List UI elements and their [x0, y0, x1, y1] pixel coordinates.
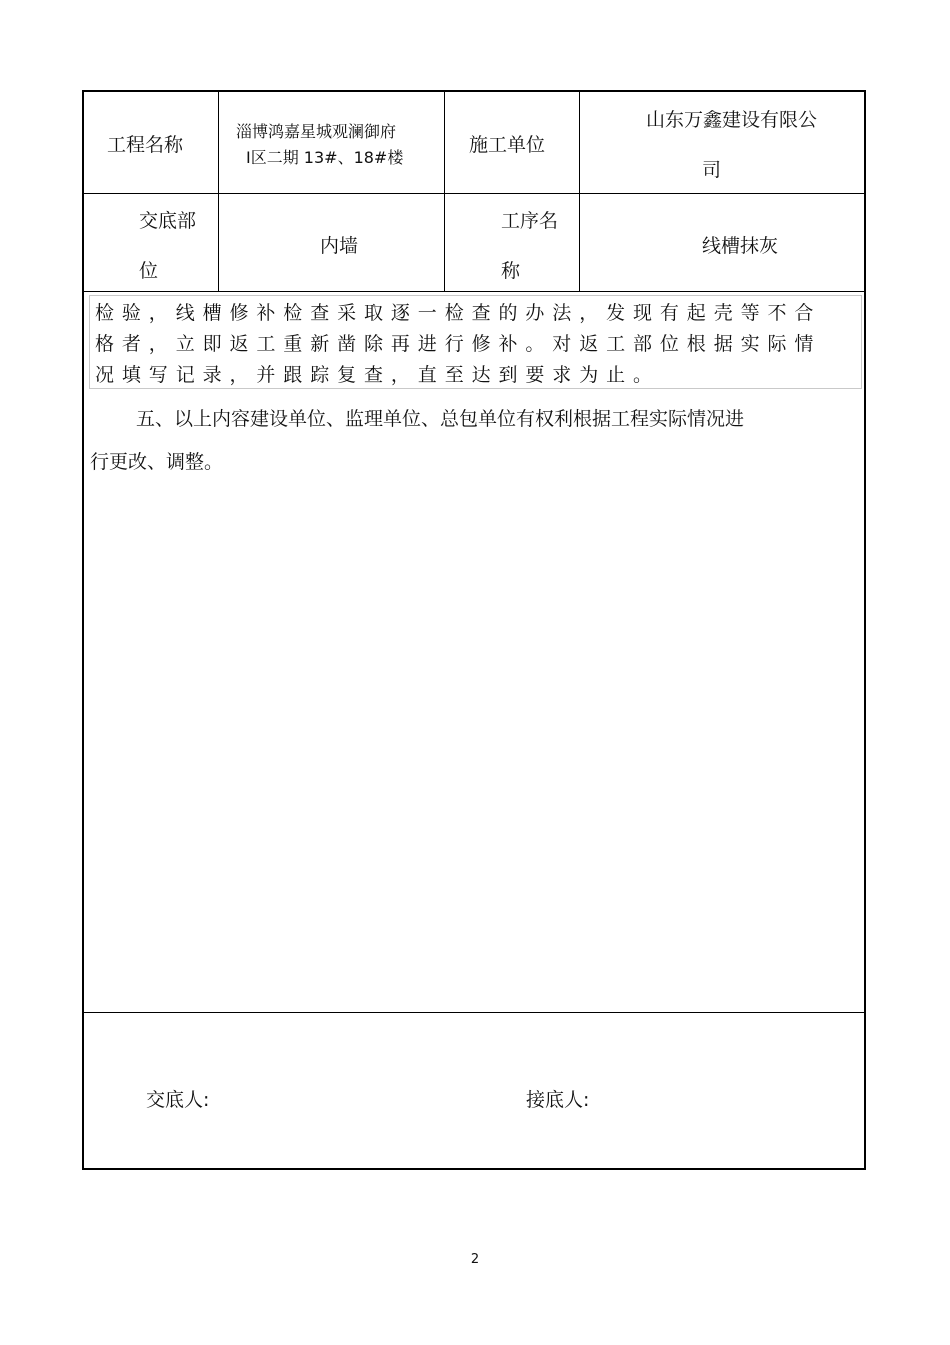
project-name-label-cell — [84, 92, 219, 193]
process-label-line1: 工序名 — [501, 210, 559, 232]
disclosure-form — [82, 90, 866, 1170]
inspection-text-line-3: 况填写记录，并跟踪复查，直至达到要求为止。 — [95, 364, 660, 386]
signature-section — [84, 1012, 864, 1170]
clause-five-line-2: 行更改、调整。 — [90, 451, 224, 473]
location-label-line2: 位 — [139, 260, 159, 282]
inspection-text-box — [89, 295, 862, 389]
location-label-cell — [84, 194, 219, 291]
contractor-label: 施工单位 — [469, 134, 546, 156]
project-name-value-line2: Ⅰ区二期 13#、18#楼 — [246, 148, 404, 167]
contractor-value-cell — [580, 92, 866, 193]
process-value-cell — [580, 194, 866, 291]
header-row-1 — [84, 92, 864, 194]
receiver-signature-label: 接底人: — [526, 1089, 590, 1111]
clause-five-line-1: 五、以上内容建设单位、监理单位、总包单位有权利根据工程实际情况进 — [136, 408, 745, 430]
inspection-text-line-1: 检验，线槽修补检查采取逐一检查的办法，发现有起壳等不合 — [95, 302, 822, 324]
giver-signature-label: 交底人: — [146, 1089, 210, 1111]
contractor-value-line1: 山东万鑫建设有限公 — [646, 109, 818, 131]
project-name-label: 工程名称 — [107, 134, 184, 156]
process-value: 线槽抹灰 — [702, 235, 779, 257]
location-label-line1: 交底部 — [139, 210, 197, 232]
location-value-cell — [219, 194, 445, 291]
process-label-line2: 称 — [501, 260, 521, 282]
process-label-cell — [445, 194, 580, 291]
project-name-value-line1: 淄博鸿嘉星城观澜御府 — [236, 122, 397, 141]
header-row-2 — [84, 194, 864, 292]
project-name-value-cell — [219, 92, 445, 193]
page-number: 2 — [470, 1252, 480, 1267]
location-value: 内墙 — [320, 235, 359, 257]
contractor-label-cell — [445, 92, 580, 193]
contractor-value-line2: 司 — [702, 159, 722, 181]
inspection-text-line-2: 格者，立即返工重新凿除再进行修补。对返工部位根据实际情 — [95, 333, 822, 355]
